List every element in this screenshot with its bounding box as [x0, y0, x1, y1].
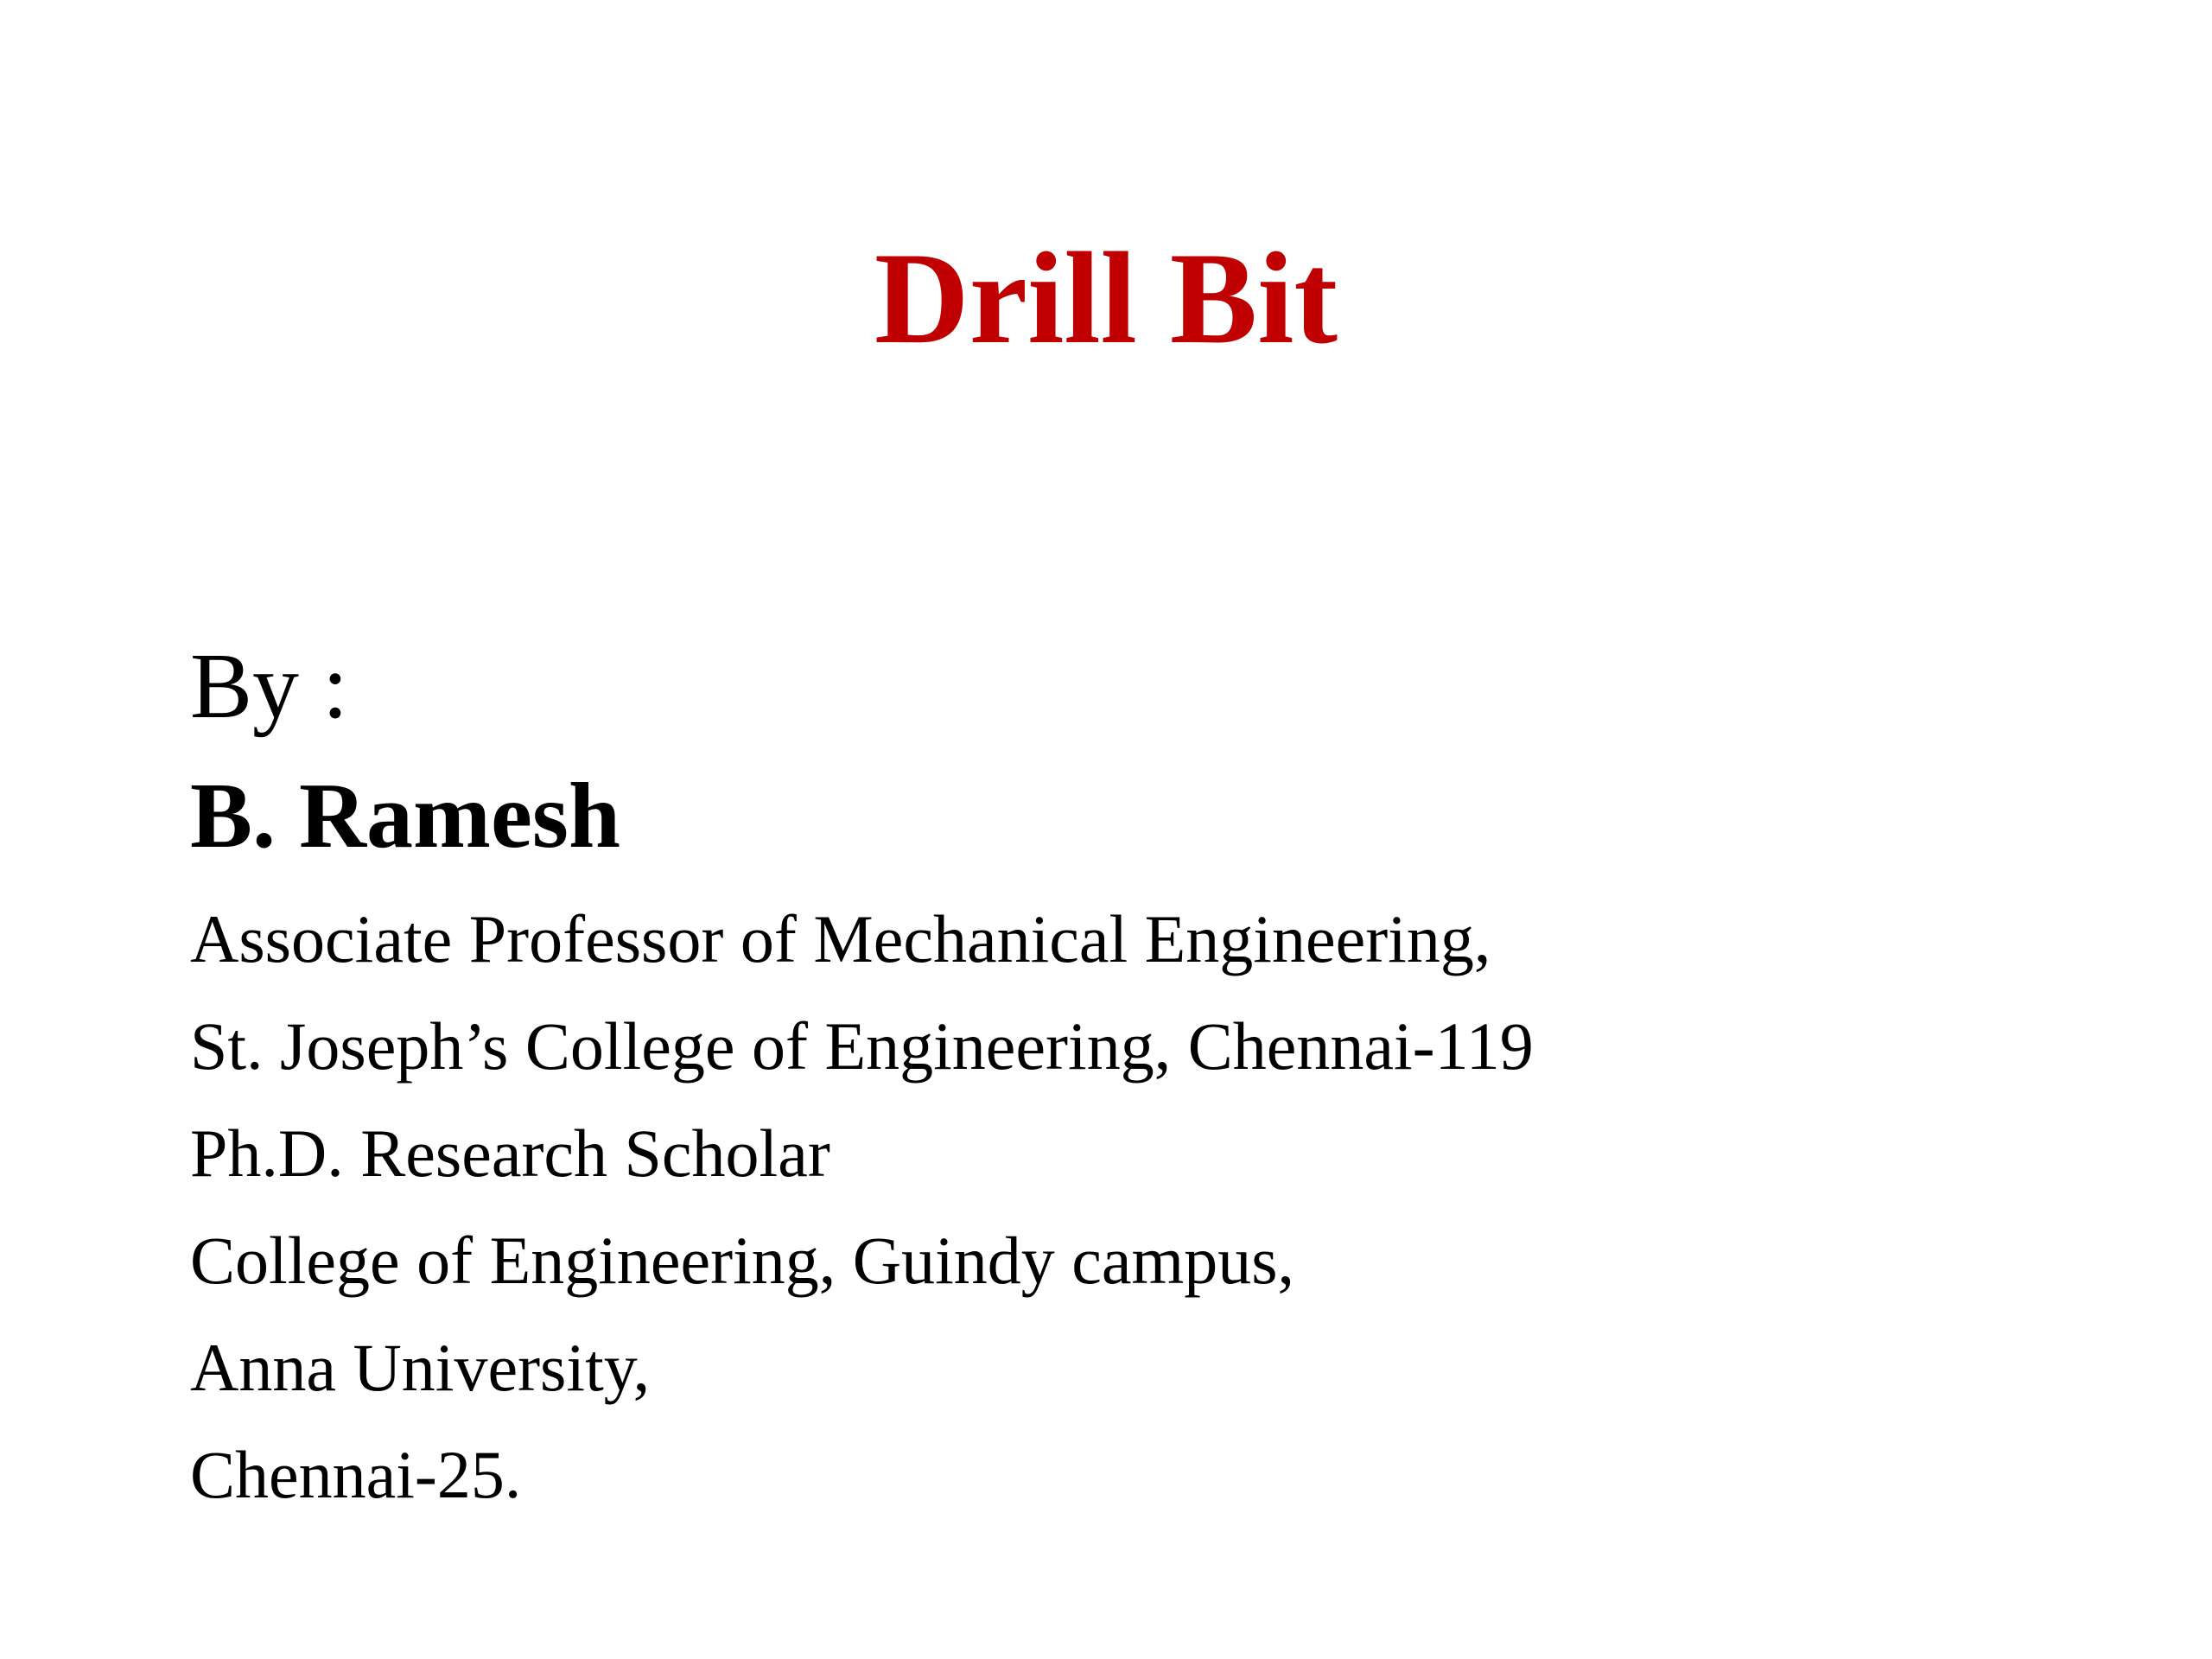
- affiliation-line: College of Engineering, Guindy campus,: [190, 1223, 1295, 1298]
- affiliation-line: Chennai-25.: [190, 1437, 522, 1512]
- by-label: By :: [190, 635, 349, 738]
- affiliation-line: Associate Professor of Mechanical Engineering,: [190, 901, 1491, 976]
- author-block: [190, 626, 2091, 1529]
- affiliation-line: Ph.D. Research Scholar: [190, 1116, 830, 1191]
- author-name: B. Ramesh: [190, 765, 621, 868]
- affiliation-line: St. Joseph’s College of Engineering, Chennai-119: [190, 1008, 1534, 1084]
- affiliation-line: Anna University,: [190, 1330, 651, 1405]
- slide-title: Drill Bit: [874, 226, 1338, 371]
